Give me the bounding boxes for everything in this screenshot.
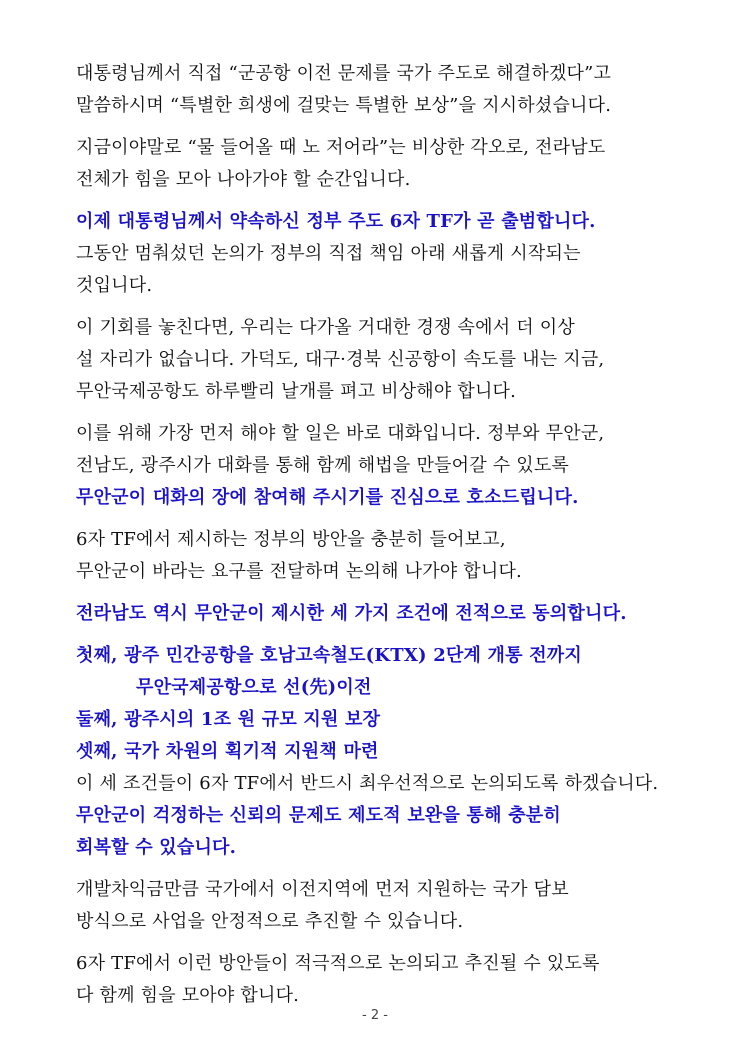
paragraph-trust: [76, 800, 686, 864]
text-line: 말씀하시며 “특별한 희생에 걸맞는 특별한 보상”을 지시하셨습니다.: [76, 95, 612, 116]
text-line: 이를 위해 가장 먼저 해야 할 일은 바로 대화입니다. 정부와 무안군,: [76, 423, 605, 444]
paragraph-funding: [76, 874, 686, 938]
highlight-line: 이제 대통령님께서 약속하신 정부 주도 6자 TF가 곧 출범합니다.: [76, 211, 596, 232]
text-line: 지금이야말로 “물 들어올 때 노 저어라”는 비상한 각오로, 전라남도: [76, 137, 606, 158]
text-line: 이 기회를 놓친다면, 우리는 다가올 거대한 경쟁 속에서 더 이상: [76, 317, 575, 338]
text-line: 전체가 힘을 모아 나아가야 할 순간입니다.: [76, 169, 411, 190]
text-line: 방식으로 사업을 안정적으로 추진할 수 있습니다.: [76, 911, 464, 932]
paragraph-tf-proposal: [76, 524, 686, 588]
text-line: 무안국제공항도 하루빨리 날개를 펴고 비상해야 합니다.: [76, 381, 517, 402]
condition-second: 둘째, 광주시의 1조 원 규모 지원 보장: [76, 709, 381, 730]
condition-third: 셋째, 국가 차원의 획기적 지원책 마련: [76, 741, 379, 762]
condition-first: 첫째, 광주 민간공항을 호남고속철도(KTX) 2단계 개통 전까지: [76, 645, 582, 666]
text-line: 것입니다.: [76, 275, 153, 296]
paragraph-president-statement: [76, 58, 686, 122]
condition-first-continued: 무안국제공항으로 선(先)이전: [136, 677, 372, 698]
highlight-line: 회복할 수 있습니다.: [76, 837, 237, 858]
highlight-line: 무안군이 걱정하는 신뢰의 문제도 제도적 보완을 통해 충분히: [76, 805, 561, 826]
highlight-line: 무안군이 대화의 장에 참여해 주시기를 진심으로 호소드립니다.: [76, 487, 579, 508]
paragraph-resolve: [76, 132, 686, 196]
conditions-list: [76, 640, 686, 800]
paragraph-closing: [76, 948, 686, 1012]
paragraph-conditions-heading: [76, 598, 686, 630]
paragraph-dialogue: [76, 418, 686, 514]
conditions-closing: 이 세 조건들이 6자 TF에서 반드시 최우선적으로 논의되도록 하겠습니다.: [76, 773, 659, 794]
text-line: 개발차익금만큼 국가에서 이전지역에 먼저 지원하는 국가 담보: [76, 879, 569, 900]
page-number: - 2 -: [362, 1008, 388, 1023]
paragraph-competition: [76, 312, 686, 408]
text-line: 전남도, 광주시가 대화를 통해 함께 해법을 만들어갈 수 있도록: [76, 455, 569, 476]
text-line: 무안군이 바라는 요구를 전달하며 논의해 나가야 합니다.: [76, 561, 522, 582]
text-line: 6자 TF에서 이런 방안들이 적극적으로 논의되고 추진될 수 있도록: [76, 953, 600, 974]
text-line: 6자 TF에서 제시하는 정부의 방안을 충분히 들어보고,: [76, 529, 506, 550]
paragraph-tf-launch: [76, 206, 686, 302]
text-line: 다 함께 힘을 모아야 합니다.: [76, 985, 300, 1006]
text-line: 설 자리가 없습니다. 가덕도, 대구·경북 신공항이 속도를 내는 지금,: [76, 349, 605, 370]
conditions-heading: 전라남도 역시 무안군이 제시한 세 가지 조건에 전적으로 동의합니다.: [76, 603, 627, 624]
document-body: [76, 58, 686, 1022]
text-line: 그동안 멈춰섰던 논의가 정부의 직접 책임 아래 새롭게 시작되는: [76, 243, 581, 264]
text-line: 대통령님께서 직접 “군공항 이전 문제를 국가 주도로 해결하겠다”고: [76, 63, 612, 84]
